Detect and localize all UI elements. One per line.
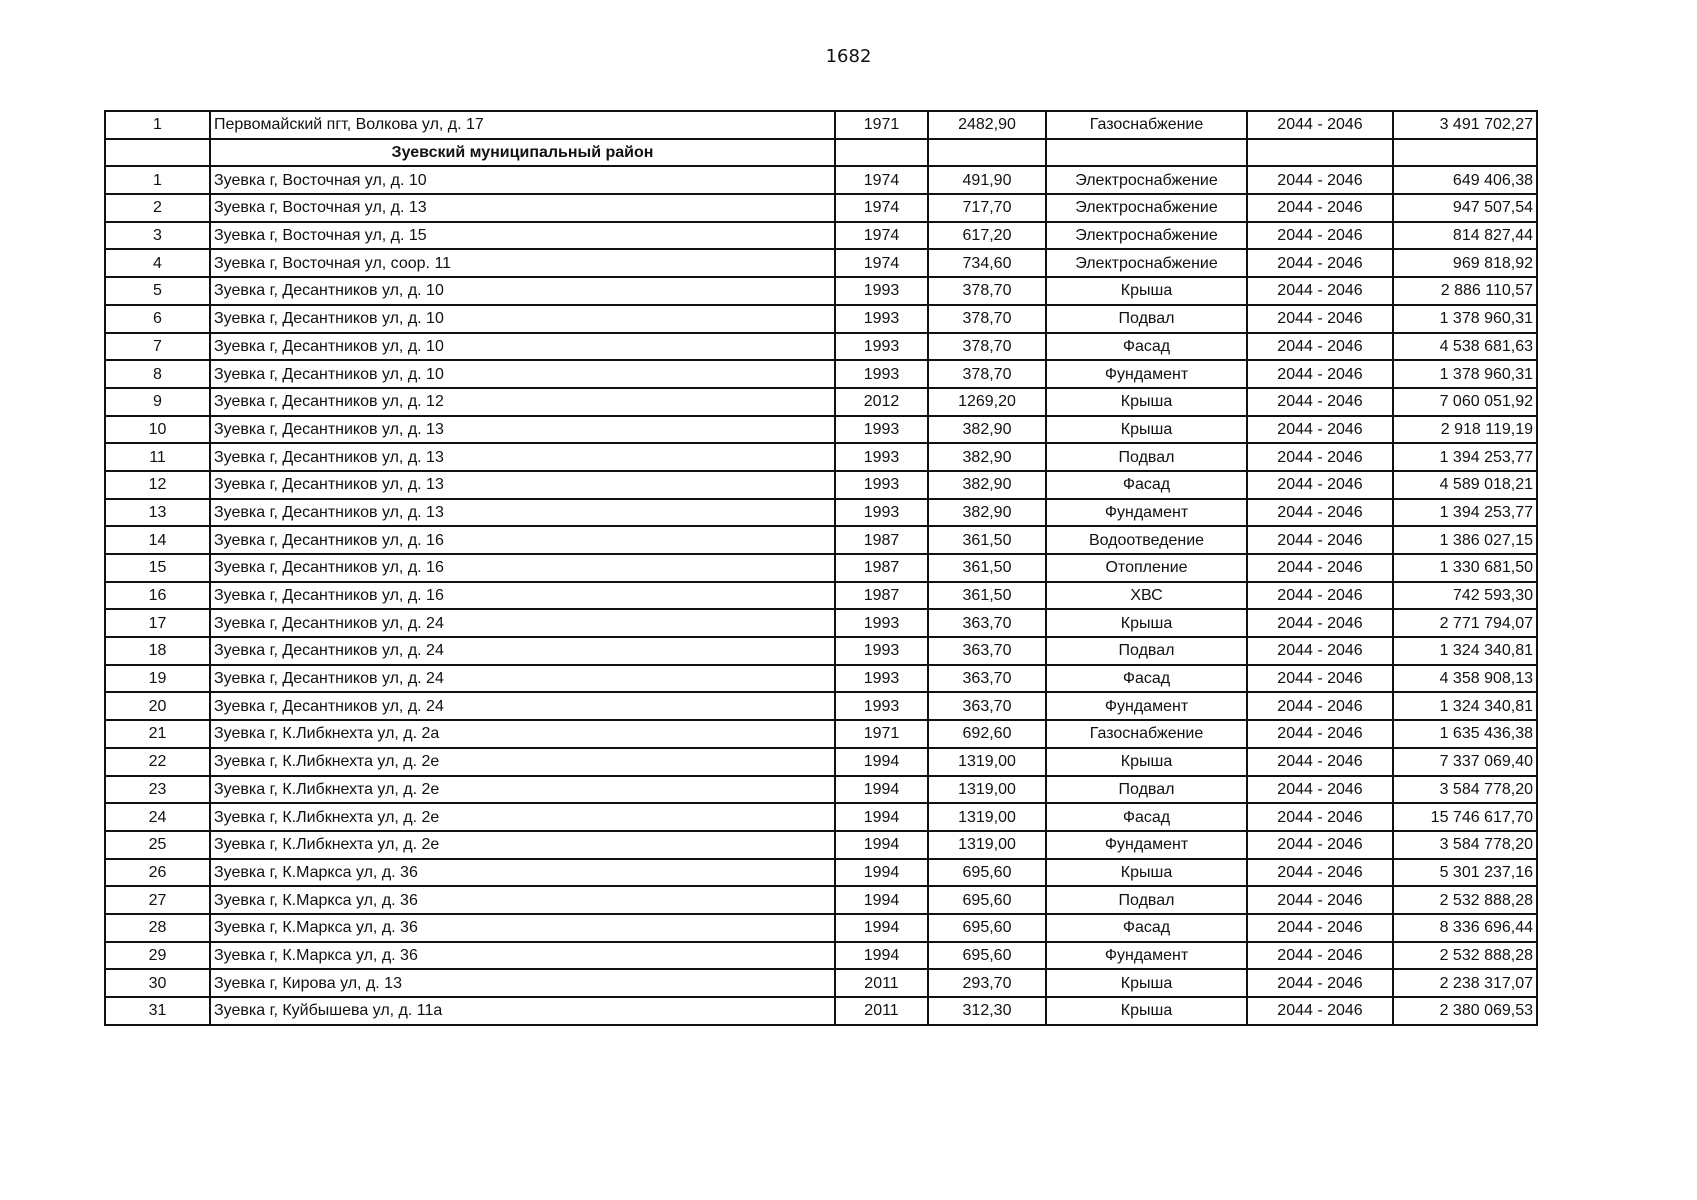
row-number-cell: 7 <box>105 333 210 361</box>
address-cell: Зуевка г, К.Либкнехта ул, д. 2е <box>210 776 835 804</box>
table-row <box>105 194 1537 222</box>
row-number-cell: 14 <box>105 526 210 554</box>
work-type-cell: Газоснабжение <box>1046 111 1247 139</box>
table-row <box>105 969 1537 997</box>
period-cell: 2044 - 2046 <box>1247 720 1393 748</box>
page-number: 1682 <box>825 46 872 67</box>
area-cell: 1319,00 <box>928 748 1046 776</box>
area-cell: 363,70 <box>928 692 1046 720</box>
work-type-cell: Крыша <box>1046 416 1247 444</box>
year-cell: 1993 <box>835 333 928 361</box>
area-cell: 695,60 <box>928 886 1046 914</box>
address-cell: Зуевка г, Десантников ул, д. 24 <box>210 665 835 693</box>
row-number-cell: 21 <box>105 720 210 748</box>
year-cell: 1994 <box>835 886 928 914</box>
area-cell: 361,50 <box>928 582 1046 610</box>
row-number-cell: 20 <box>105 692 210 720</box>
row-number-cell: 24 <box>105 803 210 831</box>
address-cell: Зуевка г, Десантников ул, д. 24 <box>210 692 835 720</box>
year-cell: 1993 <box>835 609 928 637</box>
cost-cell: 2 532 888,28 <box>1393 886 1537 914</box>
address-cell: Первомайский пгт, Волкова ул, д. 17 <box>210 111 835 139</box>
address-cell: Зуевка г, К.Либкнехта ул, д. 2е <box>210 831 835 859</box>
period-cell: 2044 - 2046 <box>1247 166 1393 194</box>
address-cell: Зуевка г, К.Либкнехта ул, д. 2е <box>210 803 835 831</box>
table-row <box>105 886 1537 914</box>
row-number-cell: 27 <box>105 886 210 914</box>
work-type-cell: Электроснабжение <box>1046 194 1247 222</box>
year-cell: 1974 <box>835 166 928 194</box>
year-cell: 1971 <box>835 111 928 139</box>
year-cell: 1994 <box>835 859 928 887</box>
year-cell: 1987 <box>835 526 928 554</box>
cost-cell: 7 337 069,40 <box>1393 748 1537 776</box>
year-cell: 1993 <box>835 665 928 693</box>
work-type-cell: Отопление <box>1046 554 1247 582</box>
work-type-cell: Крыша <box>1046 388 1247 416</box>
row-number-cell: 13 <box>105 499 210 527</box>
work-type-cell: Крыша <box>1046 748 1247 776</box>
work-type-cell: Крыша <box>1046 859 1247 887</box>
area-cell: 617,20 <box>928 222 1046 250</box>
table-row <box>105 554 1537 582</box>
address-cell: Зуевка г, Восточная ул, соор. 11 <box>210 249 835 277</box>
address-cell: Зуевка г, Десантников ул, д. 16 <box>210 554 835 582</box>
area-cell: 1319,00 <box>928 831 1046 859</box>
address-cell: Зуевка г, Десантников ул, д. 13 <box>210 499 835 527</box>
table-row <box>105 416 1537 444</box>
table-container <box>104 110 1538 1026</box>
cost-cell: 3 584 778,20 <box>1393 831 1537 859</box>
area-cell: 692,60 <box>928 720 1046 748</box>
work-type-cell <box>1046 139 1247 167</box>
address-cell: Зуевка г, Десантников ул, д. 24 <box>210 609 835 637</box>
cost-cell: 2 886 110,57 <box>1393 277 1537 305</box>
area-cell: 382,90 <box>928 499 1046 527</box>
area-cell: 312,30 <box>928 997 1046 1025</box>
area-cell: 695,60 <box>928 942 1046 970</box>
period-cell: 2044 - 2046 <box>1247 609 1393 637</box>
address-cell: Зуевка г, Десантников ул, д. 10 <box>210 333 835 361</box>
row-number-cell: 11 <box>105 443 210 471</box>
address-cell: Зуевка г, Десантников ул, д. 13 <box>210 471 835 499</box>
section-title: Зуевский муниципальный район <box>210 139 835 167</box>
year-cell: 1993 <box>835 305 928 333</box>
work-type-cell: Крыша <box>1046 277 1247 305</box>
area-cell: 378,70 <box>928 360 1046 388</box>
period-cell: 2044 - 2046 <box>1247 111 1393 139</box>
area-cell: 382,90 <box>928 471 1046 499</box>
address-cell: Зуевка г, Десантников ул, д. 24 <box>210 637 835 665</box>
area-cell: 1319,00 <box>928 776 1046 804</box>
cost-cell: 1 324 340,81 <box>1393 692 1537 720</box>
cost-cell: 1 378 960,31 <box>1393 305 1537 333</box>
year-cell: 1993 <box>835 416 928 444</box>
year-cell: 1993 <box>835 637 928 665</box>
area-cell: 378,70 <box>928 277 1046 305</box>
area-cell: 378,70 <box>928 305 1046 333</box>
area-cell: 717,70 <box>928 194 1046 222</box>
work-type-cell: Электроснабжение <box>1046 166 1247 194</box>
address-cell: Зуевка г, Десантников ул, д. 10 <box>210 305 835 333</box>
work-type-cell: Фасад <box>1046 665 1247 693</box>
row-number-cell: 3 <box>105 222 210 250</box>
cost-cell: 2 771 794,07 <box>1393 609 1537 637</box>
period-cell: 2044 - 2046 <box>1247 222 1393 250</box>
year-cell: 2011 <box>835 969 928 997</box>
table-row <box>105 665 1537 693</box>
year-cell: 1994 <box>835 942 928 970</box>
year-cell: 1994 <box>835 831 928 859</box>
cost-cell: 1 394 253,77 <box>1393 443 1537 471</box>
area-cell: 363,70 <box>928 609 1046 637</box>
table-row <box>105 277 1537 305</box>
period-cell: 2044 - 2046 <box>1247 942 1393 970</box>
row-number-cell <box>105 139 210 167</box>
work-type-cell: Фундамент <box>1046 692 1247 720</box>
year-cell: 1994 <box>835 803 928 831</box>
cost-cell: 15 746 617,70 <box>1393 803 1537 831</box>
cost-cell: 814 827,44 <box>1393 222 1537 250</box>
address-cell: Зуевка г, Десантников ул, д. 13 <box>210 443 835 471</box>
address-cell: Зуевка г, Куйбышева ул, д. 11а <box>210 997 835 1025</box>
cost-cell <box>1393 139 1537 167</box>
year-cell: 1993 <box>835 443 928 471</box>
row-number-cell: 9 <box>105 388 210 416</box>
year-cell: 1974 <box>835 222 928 250</box>
year-cell: 1993 <box>835 277 928 305</box>
area-cell: 695,60 <box>928 859 1046 887</box>
year-cell: 1993 <box>835 499 928 527</box>
area-cell: 695,60 <box>928 914 1046 942</box>
year-cell: 1993 <box>835 692 928 720</box>
table-row <box>105 859 1537 887</box>
year-cell: 1994 <box>835 914 928 942</box>
cost-cell: 2 380 069,53 <box>1393 997 1537 1025</box>
area-cell: 361,50 <box>928 526 1046 554</box>
row-number-cell: 22 <box>105 748 210 776</box>
cost-cell: 2 532 888,28 <box>1393 942 1537 970</box>
table-row <box>105 499 1537 527</box>
cost-cell: 947 507,54 <box>1393 194 1537 222</box>
work-type-cell: Крыша <box>1046 969 1247 997</box>
table-row <box>105 831 1537 859</box>
year-cell: 1987 <box>835 582 928 610</box>
area-cell: 1269,20 <box>928 388 1046 416</box>
work-type-cell: Крыша <box>1046 609 1247 637</box>
work-type-cell: Крыша <box>1046 997 1247 1025</box>
cost-cell: 1 635 436,38 <box>1393 720 1537 748</box>
table-row <box>105 609 1537 637</box>
address-cell: Зуевка г, К.Маркса ул, д. 36 <box>210 859 835 887</box>
address-cell: Зуевка г, К.Маркса ул, д. 36 <box>210 942 835 970</box>
table-row <box>105 582 1537 610</box>
row-number-cell: 1 <box>105 111 210 139</box>
row-number-cell: 28 <box>105 914 210 942</box>
cost-cell: 1 324 340,81 <box>1393 637 1537 665</box>
cost-cell: 649 406,38 <box>1393 166 1537 194</box>
cost-cell: 2 238 317,07 <box>1393 969 1537 997</box>
table-row <box>105 914 1537 942</box>
area-cell: 363,70 <box>928 665 1046 693</box>
table-body <box>105 111 1537 1025</box>
period-cell: 2044 - 2046 <box>1247 526 1393 554</box>
year-cell: 1994 <box>835 776 928 804</box>
row-number-cell: 12 <box>105 471 210 499</box>
area-cell: 734,60 <box>928 249 1046 277</box>
cost-cell: 4 538 681,63 <box>1393 333 1537 361</box>
work-type-cell: Водоотведение <box>1046 526 1247 554</box>
area-cell: 2482,90 <box>928 111 1046 139</box>
table-row <box>105 333 1537 361</box>
cost-cell: 1 330 681,50 <box>1393 554 1537 582</box>
year-cell: 2011 <box>835 997 928 1025</box>
period-cell: 2044 - 2046 <box>1247 194 1393 222</box>
row-number-cell: 10 <box>105 416 210 444</box>
work-type-cell: Фасад <box>1046 914 1247 942</box>
work-type-cell: Подвал <box>1046 637 1247 665</box>
work-type-cell: Электроснабжение <box>1046 222 1247 250</box>
work-type-cell: Фасад <box>1046 333 1247 361</box>
table-row <box>105 803 1537 831</box>
cost-cell: 3 584 778,20 <box>1393 776 1537 804</box>
table-row <box>105 111 1537 139</box>
address-cell: Зуевка г, К.Либкнехта ул, д. 2а <box>210 720 835 748</box>
row-number-cell: 16 <box>105 582 210 610</box>
address-cell: Зуевка г, Восточная ул, д. 13 <box>210 194 835 222</box>
work-type-cell: Электроснабжение <box>1046 249 1247 277</box>
year-cell: 1974 <box>835 249 928 277</box>
year-cell: 1993 <box>835 471 928 499</box>
table-row <box>105 249 1537 277</box>
address-cell: Зуевка г, Десантников ул, д. 10 <box>210 277 835 305</box>
area-cell: 382,90 <box>928 443 1046 471</box>
row-number-cell: 1 <box>105 166 210 194</box>
period-cell: 2044 - 2046 <box>1247 997 1393 1025</box>
table-row <box>105 166 1537 194</box>
table-row <box>105 526 1537 554</box>
address-cell: Зуевка г, Десантников ул, д. 13 <box>210 416 835 444</box>
cost-cell: 4 589 018,21 <box>1393 471 1537 499</box>
address-cell: Зуевка г, Десантников ул, д. 16 <box>210 582 835 610</box>
area-cell: 1319,00 <box>928 803 1046 831</box>
area-cell: 382,90 <box>928 416 1046 444</box>
row-number-cell: 2 <box>105 194 210 222</box>
period-cell: 2044 - 2046 <box>1247 803 1393 831</box>
period-cell: 2044 - 2046 <box>1247 333 1393 361</box>
period-cell: 2044 - 2046 <box>1247 831 1393 859</box>
area-cell: 363,70 <box>928 637 1046 665</box>
row-number-cell: 19 <box>105 665 210 693</box>
table-row <box>105 997 1537 1025</box>
address-cell: Зуевка г, Десантников ул, д. 10 <box>210 360 835 388</box>
cost-cell: 8 336 696,44 <box>1393 914 1537 942</box>
period-cell: 2044 - 2046 <box>1247 277 1393 305</box>
cost-cell: 742 593,30 <box>1393 582 1537 610</box>
cost-cell: 7 060 051,92 <box>1393 388 1537 416</box>
period-cell: 2044 - 2046 <box>1247 499 1393 527</box>
section-header-row <box>105 139 1537 167</box>
year-cell: 1971 <box>835 720 928 748</box>
cost-cell: 4 358 908,13 <box>1393 665 1537 693</box>
row-number-cell: 25 <box>105 831 210 859</box>
cost-cell: 1 386 027,15 <box>1393 526 1537 554</box>
period-cell: 2044 - 2046 <box>1247 305 1393 333</box>
period-cell: 2044 - 2046 <box>1247 665 1393 693</box>
table-row <box>105 720 1537 748</box>
row-number-cell: 26 <box>105 859 210 887</box>
period-cell: 2044 - 2046 <box>1247 859 1393 887</box>
year-cell: 1974 <box>835 194 928 222</box>
row-number-cell: 6 <box>105 305 210 333</box>
address-cell: Зуевка г, К.Маркса ул, д. 36 <box>210 914 835 942</box>
period-cell: 2044 - 2046 <box>1247 582 1393 610</box>
period-cell: 2044 - 2046 <box>1247 969 1393 997</box>
table-row <box>105 222 1537 250</box>
work-type-cell: Фундамент <box>1046 831 1247 859</box>
work-type-cell: Подвал <box>1046 886 1247 914</box>
period-cell: 2044 - 2046 <box>1247 692 1393 720</box>
area-cell: 293,70 <box>928 969 1046 997</box>
address-cell: Зуевка г, К.Маркса ул, д. 36 <box>210 886 835 914</box>
period-cell: 2044 - 2046 <box>1247 776 1393 804</box>
area-cell <box>928 139 1046 167</box>
period-cell: 2044 - 2046 <box>1247 748 1393 776</box>
period-cell: 2044 - 2046 <box>1247 637 1393 665</box>
row-number-cell: 5 <box>105 277 210 305</box>
table-row <box>105 637 1537 665</box>
area-cell: 361,50 <box>928 554 1046 582</box>
year-cell: 1987 <box>835 554 928 582</box>
cost-cell: 2 918 119,19 <box>1393 416 1537 444</box>
year-cell: 2012 <box>835 388 928 416</box>
area-cell: 491,90 <box>928 166 1046 194</box>
period-cell: 2044 - 2046 <box>1247 471 1393 499</box>
row-number-cell: 15 <box>105 554 210 582</box>
cost-cell: 5 301 237,16 <box>1393 859 1537 887</box>
year-cell: 1993 <box>835 360 928 388</box>
period-cell: 2044 - 2046 <box>1247 554 1393 582</box>
period-cell: 2044 - 2046 <box>1247 914 1393 942</box>
table-row <box>105 942 1537 970</box>
period-cell: 2044 - 2046 <box>1247 416 1393 444</box>
table-row <box>105 692 1537 720</box>
work-type-cell: Фундамент <box>1046 499 1247 527</box>
work-type-cell: Фасад <box>1046 471 1247 499</box>
work-type-cell: ХВС <box>1046 582 1247 610</box>
work-type-cell: Фасад <box>1046 803 1247 831</box>
area-cell: 378,70 <box>928 333 1046 361</box>
address-cell: Зуевка г, Кирова ул, д. 13 <box>210 969 835 997</box>
address-cell: Зуевка г, Десантников ул, д. 12 <box>210 388 835 416</box>
row-number-cell: 23 <box>105 776 210 804</box>
table-row <box>105 776 1537 804</box>
address-cell: Зуевка г, К.Либкнехта ул, д. 2е <box>210 748 835 776</box>
table-row <box>105 748 1537 776</box>
table-row <box>105 443 1537 471</box>
period-cell <box>1247 139 1393 167</box>
cost-cell: 3 491 702,27 <box>1393 111 1537 139</box>
row-number-cell: 29 <box>105 942 210 970</box>
address-cell: Зуевка г, Восточная ул, д. 10 <box>210 166 835 194</box>
cost-cell: 1 394 253,77 <box>1393 499 1537 527</box>
address-cell: Зуевка г, Десантников ул, д. 16 <box>210 526 835 554</box>
cost-cell: 1 378 960,31 <box>1393 360 1537 388</box>
row-number-cell: 31 <box>105 997 210 1025</box>
work-type-cell: Фундамент <box>1046 360 1247 388</box>
year-cell: 1994 <box>835 748 928 776</box>
period-cell: 2044 - 2046 <box>1247 886 1393 914</box>
address-cell: Зуевка г, Восточная ул, д. 15 <box>210 222 835 250</box>
work-type-cell: Подвал <box>1046 305 1247 333</box>
work-type-cell: Подвал <box>1046 443 1247 471</box>
period-cell: 2044 - 2046 <box>1247 388 1393 416</box>
row-number-cell: 4 <box>105 249 210 277</box>
repair-schedule-table <box>104 110 1538 1026</box>
row-number-cell: 30 <box>105 969 210 997</box>
table-row <box>105 305 1537 333</box>
table-row <box>105 471 1537 499</box>
table-row <box>105 360 1537 388</box>
work-type-cell: Фундамент <box>1046 942 1247 970</box>
row-number-cell: 18 <box>105 637 210 665</box>
table-row <box>105 388 1537 416</box>
period-cell: 2044 - 2046 <box>1247 360 1393 388</box>
period-cell: 2044 - 2046 <box>1247 443 1393 471</box>
work-type-cell: Подвал <box>1046 776 1247 804</box>
cost-cell: 969 818,92 <box>1393 249 1537 277</box>
row-number-cell: 17 <box>105 609 210 637</box>
period-cell: 2044 - 2046 <box>1247 249 1393 277</box>
year-cell <box>835 139 928 167</box>
work-type-cell: Газоснабжение <box>1046 720 1247 748</box>
row-number-cell: 8 <box>105 360 210 388</box>
